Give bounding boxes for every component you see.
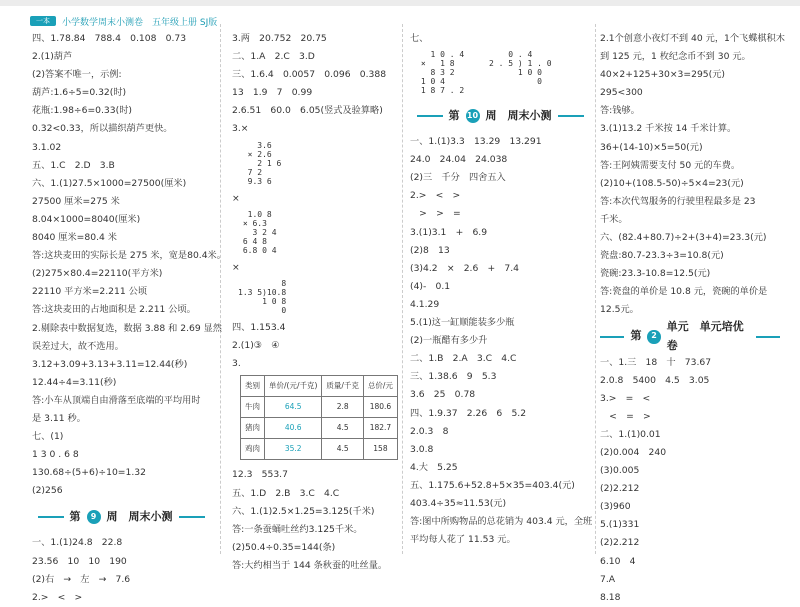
answer-line: 13 1.9 7 0.99 xyxy=(232,87,313,99)
answer-line: 23.56 10 10 190 xyxy=(32,555,127,567)
table-cell: 35.2 xyxy=(265,439,322,460)
column-4 xyxy=(600,30,785,607)
answer-line: 四、1.153.4 xyxy=(232,321,286,333)
price-table xyxy=(240,375,398,460)
week-badge: 10 xyxy=(466,109,480,123)
answer-line: 8.18 xyxy=(600,591,621,603)
column-2 xyxy=(232,30,404,575)
table-header-cell: 单价/(元/千克) xyxy=(265,376,322,397)
section-prefix: 第 xyxy=(448,109,460,123)
week-badge: 9 xyxy=(87,510,101,524)
long-division: 0 . 4 2 . 5 ) 1 . 0 1 0 0 0 xyxy=(488,50,552,87)
answer-line: 22110 平方米=2.211 公顷 xyxy=(32,286,148,298)
answer-line: 瓷碗:23.3-10.8=12.5(元) xyxy=(600,268,711,280)
answer-line: 五、1.C 2.D 3.B xyxy=(32,159,115,171)
answer-line: 3. xyxy=(232,357,241,369)
answer-line: 4.大 5.25 xyxy=(410,461,458,473)
table-header-row xyxy=(241,376,398,397)
answer-line: 花瓶:1.98÷6=0.33(时) xyxy=(32,105,132,117)
answer-lines xyxy=(232,259,404,277)
answer-lines xyxy=(232,319,404,373)
answer-line: 二、1.A 2.C 3.D xyxy=(232,51,315,63)
answer-line: 3.12+3.09+3.13+3.11=12.44(秒) xyxy=(32,358,188,370)
answer-line: 答:图中所购物品的总花销为 403.4 元，全班 xyxy=(410,516,593,528)
answer-line: × xyxy=(232,261,240,273)
section-title: 周 周末小测 xyxy=(485,109,552,123)
answer-line: 5.(1)331 xyxy=(600,519,640,531)
column-3 xyxy=(410,30,593,549)
table-row xyxy=(241,397,398,418)
answer-line: 2.1个创意小夜灯不到 40 元，1个飞蝶棋积木 xyxy=(600,33,785,44)
answer-line: 答:一条蚕蛹吐丝约3.125千米。 xyxy=(232,523,363,535)
answer-line: 3.1.02 xyxy=(32,141,62,153)
answer-line: 7.A xyxy=(600,573,616,585)
page-header xyxy=(30,14,217,28)
answer-line: 平均每人花了 11.53 元。 xyxy=(410,534,516,546)
table-cell: 4.5 xyxy=(322,418,364,439)
answer-line: 3.6 25 0.78 xyxy=(410,389,476,401)
answer-line: 3.(1)3.1 + 6.9 xyxy=(410,226,488,238)
answer-line: 8.04×1000=8040(厘米) xyxy=(32,213,141,225)
answer-line: 七、(1) xyxy=(32,431,64,443)
answer-line: 四、1.78.84 788.4 0.108 0.73 xyxy=(32,33,187,44)
table-cell: 2.8 xyxy=(322,397,364,418)
answer-line: 答:钱够。 xyxy=(600,105,640,117)
answer-line: 一、1.(1)24.8 22.8 xyxy=(32,537,123,549)
divider-bar xyxy=(179,516,205,518)
answer-line: 到 125 元，1 枚纪念币不到 30 元。 xyxy=(600,51,751,63)
answer-line: 五、1.175.6+52.8+5×35=403.4(元) xyxy=(410,479,575,491)
answer-line: (2)275×80.4=22110(平方米) xyxy=(32,268,163,280)
top-strip xyxy=(0,0,800,6)
answer-line: 3.> = < xyxy=(600,392,651,404)
answer-line: 4.1.29 xyxy=(410,298,440,310)
answer-line: 27500 厘米=275 米 xyxy=(32,195,120,207)
answer-line: × xyxy=(232,192,240,204)
answer-lines xyxy=(32,534,210,606)
answer-line: 8040 厘米=80.4 米 xyxy=(32,232,117,244)
answer-line: 三、1.6.4 0.0057 0.096 0.388 xyxy=(232,69,387,81)
column-divider xyxy=(595,24,596,554)
answer-line: 24.0 24.04 24.038 xyxy=(410,154,508,166)
answer-line: 答:这块麦田的占地面积是 2.211 公顷。 xyxy=(32,304,196,316)
table-cell: 64.5 xyxy=(265,397,322,418)
answer-line: 瓷盘:80.7-23.3÷3=10.8(元) xyxy=(600,250,724,262)
answer-line: 误差过大，故不选用。 xyxy=(32,340,124,352)
answer-line: 2.0.3 8 xyxy=(410,425,449,437)
table-row xyxy=(241,439,398,460)
section-heading-unit2 xyxy=(600,320,780,354)
answer-line: 答:本次代驾服务的行驶里程最多是 23 xyxy=(600,195,756,207)
answer-line: (2)50.4÷0.35=144(条) xyxy=(232,541,336,553)
answer-line: 2.> < > xyxy=(410,190,461,202)
answer-line: (4)- 0.1 xyxy=(410,280,451,292)
answer-line: (2)2.212 xyxy=(600,537,640,549)
answer-line: 3.× xyxy=(232,123,249,135)
answer-line: (2)一瓶醋有多少升 xyxy=(410,335,488,347)
answer-lines xyxy=(232,30,404,139)
answer-line: 2.(1)葫芦 xyxy=(32,51,73,63)
section-title: 单元 单元培优卷 xyxy=(666,320,744,352)
unit-badge: 2 xyxy=(647,330,660,344)
answer-line: 2.(1)③ ④ xyxy=(232,339,280,351)
divider-bar xyxy=(38,516,64,518)
answer-lines xyxy=(600,354,780,607)
answer-line: 6.10 4 xyxy=(600,555,636,567)
answer-line: 三、1.38.6 9 5.3 xyxy=(410,371,497,383)
table-cell: 4.5 xyxy=(322,439,364,460)
answer-lines xyxy=(232,466,404,575)
answer-line: (2)右 → 左 → 7.6 xyxy=(32,573,131,585)
table-row xyxy=(241,418,398,439)
answer-line: 5.(1)这一缸顺能装多少瓶 xyxy=(410,317,515,329)
answer-line: (2)三 千分 四舍五入 xyxy=(410,172,506,184)
table-cell: 182.7 xyxy=(363,418,397,439)
answer-lines xyxy=(232,190,404,208)
table-header-cell: 类别 xyxy=(241,376,265,397)
answer-line: 1 3 0 . 6 8 xyxy=(32,449,79,461)
book-title: 小学数学周末小测卷 五年级上册 SJ版 xyxy=(62,17,218,28)
table-header-cell: 总价/元 xyxy=(363,376,397,397)
vertical-calculation: 1.0 8 × 6.3 3 2 4 6 4 8 6.8 0 4 xyxy=(242,209,277,255)
answer-line: 一、1.(1)3.3 13.29 13.291 xyxy=(410,136,542,148)
table-header-cell: 质量/千克 xyxy=(322,376,364,397)
answer-line: (3)4.2 × 2.6 + 7.4 xyxy=(410,262,519,274)
answer-line: 2.0.8 5400 4.5 3.05 xyxy=(600,374,710,386)
answer-line: > > = xyxy=(410,208,461,220)
answer-line: 2.剔除表中数据复选，数据 3.88 和 2.69 显然 xyxy=(32,322,222,334)
answer-line: (2)0.004 240 xyxy=(600,446,667,458)
answer-line: 答:瓷盘的单价是 10.8 元，瓷碗的单价是 xyxy=(600,286,768,298)
section-prefix: 第 xyxy=(69,510,81,524)
answer-line: (3)960 xyxy=(600,501,631,513)
answer-line: 五、1.D 2.B 3.C 4.C xyxy=(232,487,340,499)
table-cell: 猪肉 xyxy=(241,418,265,439)
answer-line: 36+(14-10)×5=50(元) xyxy=(600,141,703,153)
answer-lines xyxy=(600,30,785,320)
answer-line: 130.68÷(5+6)÷10=1.32 xyxy=(32,467,146,479)
answer-line: 12.3 553.7 xyxy=(232,469,288,481)
answer-line: 答:王阿姨需要支付 50 元的车费。 xyxy=(600,159,741,171)
question-heading: 七、 xyxy=(410,33,429,44)
answer-line: 是 3.11 秒。 xyxy=(32,412,86,424)
answer-lines xyxy=(32,30,226,500)
column-1 xyxy=(32,30,226,607)
answer-line: 答:这块麦田的实际长是 275 米，宽是80.4米。 xyxy=(32,250,226,262)
answer-line: 12.5元。 xyxy=(600,304,639,316)
section-prefix: 第 xyxy=(630,329,642,343)
answer-line: 2.> < > xyxy=(32,591,83,603)
divider-bar xyxy=(417,115,443,117)
answer-line: 403.4÷35≈11.53(元) xyxy=(410,497,507,509)
vertical-calculation: 1 0 . 4 × 1 8 8 3 2 1 0 4 1 8 7 . 2 xyxy=(420,50,465,96)
answer-line: (2)8 13 xyxy=(410,244,450,256)
answer-line: 二、1.(1)0.01 xyxy=(600,428,661,440)
table-cell: 40.6 xyxy=(265,418,322,439)
long-division: 8 1.3 5)10.8 1 0 8 0 xyxy=(238,278,287,315)
answer-line: 40×2+125+30×3=295(元) xyxy=(600,69,725,81)
answer-line: 千米。 xyxy=(600,213,628,225)
column-divider xyxy=(220,24,221,554)
table-cell: 牛肉 xyxy=(241,397,265,418)
answer-line: 3.两 20.752 20.75 xyxy=(232,33,327,44)
divider-bar xyxy=(558,115,584,117)
answer-line: < = > xyxy=(600,410,651,422)
answer-line: 六、(82.4+80.7)÷2+(3+4)=23.3(元) xyxy=(600,232,767,244)
answer-line: 2.6.51 60.0 6.05(竖式及验算略) xyxy=(232,105,383,117)
answer-line: (2)2.212 xyxy=(600,483,640,495)
answer-line: 葫芦:1.6÷5=0.32(时) xyxy=(32,87,127,99)
divider-bar xyxy=(756,336,780,338)
answer-line: 3.0.8 xyxy=(410,443,434,455)
section-heading-week10 xyxy=(410,99,590,133)
answer-line: 一、1.三 18 十 73.67 xyxy=(600,356,712,368)
answer-line: (2)答案不唯一，示例: xyxy=(32,69,122,81)
brand-logo: 一本 xyxy=(30,16,56,26)
table-cell: 鸡肉 xyxy=(241,439,265,460)
answer-line: 12.44÷4=3.11(秒) xyxy=(32,376,117,388)
section-title: 周 周末小测 xyxy=(106,510,173,524)
vertical-calculation: 3.6 × 2.6 2 1 6 7 2 9.3 6 xyxy=(247,140,282,186)
answer-line: 六、1.(1)27.5×1000=27500(厘米) xyxy=(32,177,187,189)
answer-lines xyxy=(410,133,593,549)
answer-line: 295<300 xyxy=(600,87,643,99)
section-heading-week9 xyxy=(32,500,210,534)
answer-line: (3)0.005 xyxy=(600,465,640,477)
table-cell: 158 xyxy=(363,439,397,460)
answer-line: 六、1.(1)2.5×1.25=3.125(千米) xyxy=(232,505,375,517)
answer-line: 四、1.9.37 2.26 6 5.2 xyxy=(410,407,527,419)
divider-bar xyxy=(600,336,624,338)
answer-line: 0.32<0.33，所以描织葫芦更快。 xyxy=(32,123,173,135)
answer-line: 答:小车从顶端自由滑落至底端的平均用时 xyxy=(32,394,201,406)
answer-line: (2)10+(108.5-50)÷5×4=23(元) xyxy=(600,177,744,189)
answer-line: (2)256 xyxy=(32,485,63,497)
answer-line: 答:大约相当于 144 条秋蚕的吐丝量。 xyxy=(232,559,388,571)
answer-line: 3.(1)13.2 千米按 14 千米计算。 xyxy=(600,123,737,135)
answer-line: 二、1.B 2.A 3.C 4.C xyxy=(410,353,517,365)
table-cell: 180.6 xyxy=(363,397,397,418)
